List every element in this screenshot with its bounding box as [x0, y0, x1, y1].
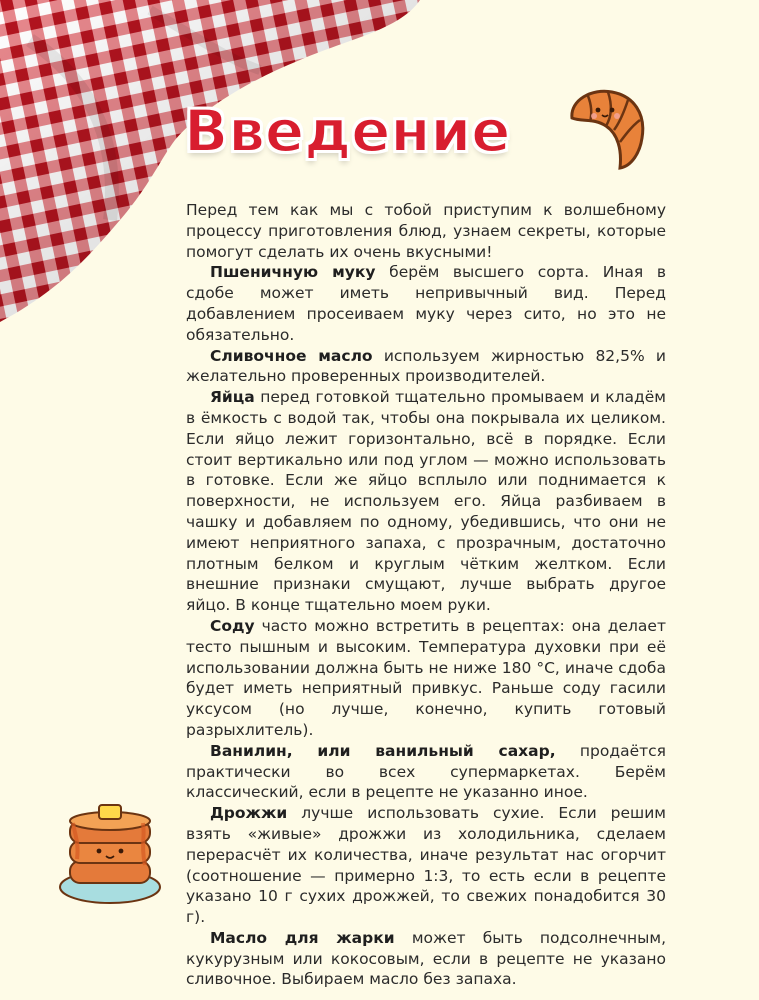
term-eggs: Яйца — [210, 388, 255, 407]
paragraph-butter: Сливочное масло используем жирностью 82,5% и желательно проверенных производителей. — [186, 346, 666, 386]
term-flour: Пшеничную муку — [210, 263, 376, 282]
paragraph-eggs: Яйца перед готовкой тщательно промываем и кладём в ёмкость с водой так, чтобы она покрывала их целиком. Если яйцо лежит горизонтально, всё в порядке. Если стоит вертикально или под углом — можно использовать в готовке. Если же яйцо всплыло или поднимается к поверхности, не используем его. Яйца разбиваем в чашку и добавляем по одному, убедившись, что они не имеют неприятного запаха, с прозрачным, достаточно плотным белком и круглым чётким желтком. Если внешние признаки смущают, лучше выбрать другое яйцо. В конце тщательно моем руки. — [186, 388, 666, 615]
intro-text — [186, 200, 666, 990]
term-frying-oil: Масло для жарки — [210, 928, 395, 947]
page-title: Введение — [184, 97, 511, 165]
paragraph-yeast: Дрожжи лучше использовать сухие. Если решим взять «живые» дрожжи из холодильника, сделаем перерасчёт их количества, иначе результат нас огорчит (соотношение — примерно 1:3, то есть если в рецепте указано 10 г сухих дрожжей, то свежих понадобится 30 г). — [186, 804, 666, 927]
term-butter: Сливочное масло — [210, 346, 373, 365]
term-soda: Соду — [210, 616, 255, 635]
paragraph-flour: Пшеничную муку берём высшего сорта. Иная в сдобе может иметь непривычный вид. Перед добавлением просеиваем муку через сито, но это не обязательно. — [186, 263, 666, 344]
paragraph-frying-oil: Масло для жарки может быть подсолнечным, кукурузным или кокосовым, если в рецепте не указано сливочное. Выбираем масло без запаха. — [186, 928, 666, 989]
paragraph-vanilla: Ванилин, или ванильный сахар, продаётся практически во всех супермаркетах. Берём классический, если в рецепте не указанно иное. — [186, 741, 666, 802]
pancake-stack-icon — [55, 773, 165, 913]
term-yeast: Дрожжи — [210, 804, 288, 823]
croissant-icon — [562, 80, 652, 172]
term-vanilla: Ванилин, или ванильный сахар, — [210, 741, 556, 760]
paragraph-intro: Перед тем как мы с тобой приступим к волшебному процессу приготовления блюд, узнаем секреты, которые помогут сделать их очень вкусными! — [186, 201, 666, 261]
paragraph-soda: Соду часто можно встретить в рецептах: она делает тесто пышным и высоким. Температура духовки при её использовании должна быть не ниже 180 °С, иначе сдоба будет иметь неприятный привкус. Раньше соду гасили уксусом (но лучше, конечно, купить готовый разрыхлитель). — [186, 616, 666, 739]
